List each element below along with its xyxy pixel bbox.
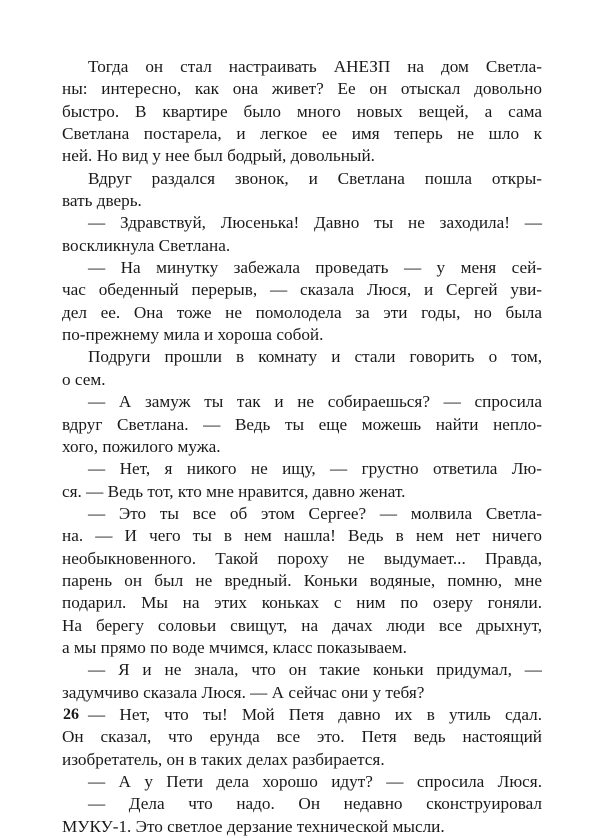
text-line: — Нет, я никого не ищу, — грустно ответила Лю- — [88, 459, 542, 479]
text-line: дел ее. Она тоже не помолодела за эти годы, но была — [62, 302, 542, 322]
text-line: воскликнула Светлана. — [62, 235, 231, 255]
text-line: Светлана постарела, и легкое ее имя теперь не шло к — [62, 124, 542, 144]
text-line: хого, пожилого мужа. — [62, 436, 221, 456]
text-line: — Дела что надо. Он недавно сконструировал — [88, 794, 542, 814]
text-line: час обеденный перерыв, — сказала Люся, и Сергей уви- — [62, 280, 542, 300]
text-line: Подруги прошли в комнату и стали говорить о том, — [88, 347, 542, 367]
text-line: — А у Пети дела хорошо идут? — спросила Люся. — [88, 772, 542, 791]
text-line: вдруг Светлана. — Ведь ты еще можешь найти непло- — [62, 414, 542, 434]
text-line: задумчиво сказала Люся. — А сейчас они у тебя? — [62, 682, 425, 702]
text-line: изобретатель, он в таких делах разбирается. — [62, 749, 385, 769]
text-line: на. — И чего ты в нем нашла! Ведь в нем нет ничего — [62, 526, 542, 546]
text-line: быстро. В квартире было много новых вещей, а сама — [62, 101, 542, 121]
text-line: — Я и не знала, что он такие коньки придумал, — — [88, 660, 542, 680]
text-line: МУКУ-1. Это светлое дерзание технической мысли. — [62, 816, 445, 836]
text-line: ся. — Ведь тот, кто мне нравится, давно женат. — [62, 481, 406, 501]
text-line: ней. Но вид у нее был бодрый, довольный. — [62, 146, 375, 166]
text-line: Вдруг раздался звонок, и Светлана пошла откры- — [88, 168, 542, 188]
text-line: необыкновенного. Такой пороху не выдумает... Правда, — [62, 548, 542, 568]
text-line: по-прежнему мила и хороша собой. — [62, 325, 324, 345]
page-number: 26 — [63, 706, 79, 723]
text-line: вать дверь. — [62, 191, 142, 211]
text-line: парень он был не вредный. Коньки водяные, помню, мне — [62, 570, 542, 590]
text-line: — Нет, что ты! Мой Петя давно их в утиль сдал. — [88, 704, 542, 724]
text-line: На берегу соловьи свищут, на дачах люди все дрыхнут, — [62, 615, 542, 635]
text-line: — А замуж ты так и не собираешься? — спросила — [88, 392, 542, 412]
text-line: Тогда он стал настраивать АНЕЗП на дом Светла- — [88, 57, 542, 76]
text-line: — На минутку забежала проведать — у меня сей- — [88, 258, 542, 278]
text-line: подарил. Мы на этих коньках с ним по озеру гоняли. — [62, 593, 542, 613]
text-line: — Это ты все об этом Сергее? — молвила Светла- — [88, 503, 542, 523]
text-line: ны: интересно, как она живет? Ее он отыскал довольно — [62, 79, 542, 99]
text-line: о сем. — [62, 369, 106, 389]
text-line: а мы прямо по воде мчимся, класс показываем. — [62, 637, 407, 657]
text-line: Он сказал, что ерунда все это. Петя ведь настоящий — [62, 727, 542, 747]
page-body-text — [62, 56, 542, 838]
text-line: — Здравствуй, Люсенька! Давно ты не заходила! — — [88, 213, 542, 233]
